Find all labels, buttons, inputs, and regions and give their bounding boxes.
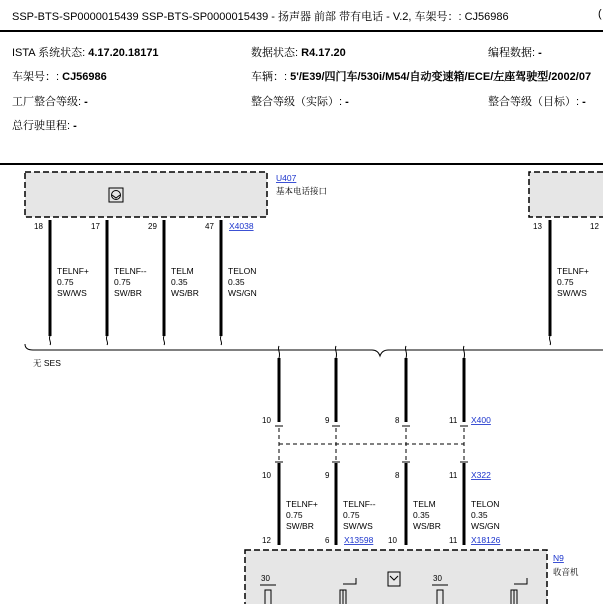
- wire-bottom-1-color: SW/BR: [286, 521, 314, 531]
- option-brace: [25, 344, 603, 356]
- wire-top-4-size: 0.35: [228, 277, 245, 287]
- ista-status: ISTA 系统状态: 4.17.20.18171: [12, 47, 159, 59]
- n9-internal-pin-30-left: 30: [261, 574, 270, 583]
- pin-47: 47: [205, 222, 214, 231]
- wire-top-3-name: TELM: [171, 266, 194, 276]
- pin-29: 29: [148, 222, 157, 231]
- pin-13: 13: [533, 222, 542, 231]
- wire-bottom-3-name: TELM: [413, 499, 436, 509]
- u407-module-box: [25, 172, 267, 217]
- wire-bottom-3-color: WS/BR: [413, 521, 441, 531]
- right-module-box: [529, 172, 603, 217]
- n9-name: 收音机: [553, 567, 579, 577]
- document-title-clipped: (: [598, 8, 602, 20]
- programming-data: 编程数据: -: [488, 47, 542, 59]
- target-integration-level: 整合等级（目标）: -: [488, 96, 586, 108]
- factory-integration-level: 工厂整合等级: -: [12, 96, 88, 108]
- connector-separation: [279, 428, 464, 460]
- wire-bottom-4-size: 0.35: [471, 510, 488, 520]
- x400-pin-10: 10: [262, 416, 271, 425]
- wire-bottom-1-size: 0.75: [286, 510, 303, 520]
- pin-17: 17: [91, 222, 100, 231]
- wire-bottom-2-size: 0.75: [343, 510, 360, 520]
- total-mileage: 总行驶里程: -: [12, 120, 77, 132]
- x4038-link[interactable]: X4038: [229, 221, 254, 231]
- wire-top-4-color: WS/GN: [228, 288, 257, 298]
- vehicle: 车辆：: 5'/E39/四门车/530i/M54/自动变速箱/ECE/左座驾驶型/2002/07: [251, 71, 592, 83]
- wire-right-1-name: TELNF+: [557, 266, 589, 276]
- wire-top-3-color: WS/BR: [171, 288, 199, 298]
- x322-pin-10: 10: [262, 471, 271, 480]
- wire-bottom-4-color: WS/GN: [471, 521, 500, 531]
- x400-pin-9: 9: [325, 416, 330, 425]
- wire-bottom-1-name: TELNF+: [286, 499, 318, 509]
- n9-module-box: [245, 550, 547, 604]
- wire-bottom-4-name: TELON: [471, 499, 500, 509]
- pin-12: 12: [590, 222, 599, 231]
- vin: 车架号：: CJ56986: [12, 71, 107, 83]
- x322-pin-11: 11: [449, 471, 458, 480]
- actual-integration-level: 整合等级（实际）: -: [251, 96, 349, 108]
- wire-top-1-size: 0.75: [57, 277, 74, 287]
- wire-top-2-name: TELNF--: [114, 266, 147, 276]
- u407-link[interactable]: U407: [276, 173, 297, 183]
- wire-top-1-name: TELNF+: [57, 266, 89, 276]
- n9-internal-pin-30-mid: 30: [433, 574, 442, 583]
- u407-name: 基本电话接口: [276, 186, 328, 196]
- x400-link[interactable]: X400: [471, 415, 491, 425]
- wire-top-4-name: TELON: [228, 266, 257, 276]
- pin-18: 18: [34, 222, 43, 231]
- x322-pin-8: 8: [395, 471, 400, 480]
- wire-right-1-size: 0.75: [557, 277, 574, 287]
- wire-bottom-2-name: TELNF--: [343, 499, 376, 509]
- x322-pin-9: 9: [325, 471, 330, 480]
- wire-bottom-2-color: SW/WS: [343, 521, 373, 531]
- wire-top-1-color: SW/WS: [57, 288, 87, 298]
- wire-top-2-color: SW/BR: [114, 288, 142, 298]
- wire-bottom-3-size: 0.35: [413, 510, 430, 520]
- document-title: SSP-BTS-SP0000015439 SSP-BTS-SP0000015439 - 扬声器 前部 带有电话 - V.2, 车架号：: CJ56986: [12, 11, 509, 23]
- wire-top-2-size: 0.75: [114, 277, 131, 287]
- n9-pin-11: 11: [449, 536, 458, 545]
- n9-link[interactable]: N9: [553, 553, 564, 563]
- x400-pin-11: 11: [449, 416, 458, 425]
- x18126-link[interactable]: X18126: [471, 535, 501, 545]
- n9-pin-6: 6: [325, 536, 330, 545]
- x13598-link[interactable]: X13598: [344, 535, 374, 545]
- x322-link[interactable]: X322: [471, 470, 491, 480]
- wire-right-1-color: SW/WS: [557, 288, 587, 298]
- data-status: 数据状态: R4.17.20: [251, 47, 346, 59]
- n9-pin-10: 10: [388, 536, 397, 545]
- n9-pin-12: 12: [262, 536, 271, 545]
- wire-top-3-size: 0.35: [171, 277, 188, 287]
- no-ses-label: 无 SES: [33, 358, 61, 368]
- x400-pin-8: 8: [395, 416, 400, 425]
